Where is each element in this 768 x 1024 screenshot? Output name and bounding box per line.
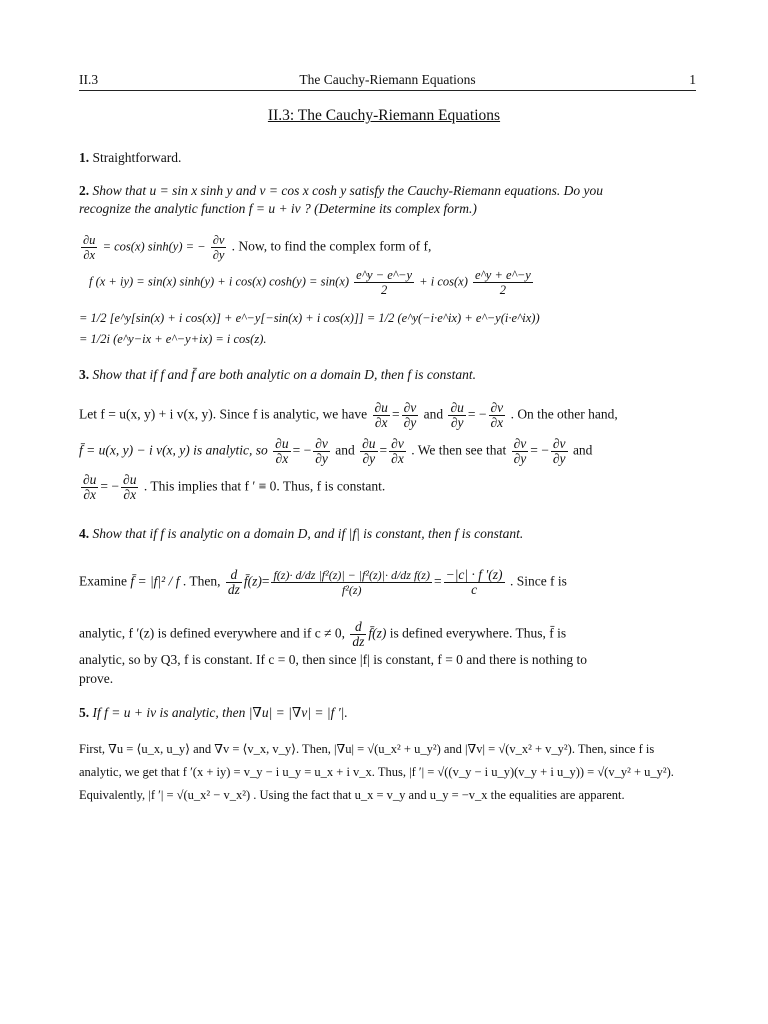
problem-2-number: 2. xyxy=(79,183,90,198)
problem-3-line1 xyxy=(79,401,618,430)
problem-1-answer: Straightforward. xyxy=(92,150,182,165)
problem-4-number: 4. xyxy=(79,526,90,541)
problem-3-number: 3. xyxy=(79,367,90,382)
frac-num: ∂u xyxy=(362,436,376,451)
problem-4-line1 xyxy=(79,568,567,597)
frac-den: ∂y xyxy=(315,451,328,466)
prose: Examine xyxy=(79,573,127,589)
prose: . This implies that f ′ ≡ 0. Thus, f is constant. xyxy=(143,478,386,494)
problem-2-equation-4: = 1/2i (e^y−ix + e^−y+ix) = i cos(z). xyxy=(79,332,267,346)
problem-5-line3: Equivalently, |f ′| = √(u_x² − v_x²) . Using the fact that u_x = v_y and u_y = −v_x the equalities are apparent. xyxy=(79,788,625,802)
problem-2-equation-2 xyxy=(89,268,535,297)
frac-num: ∂v xyxy=(212,233,225,247)
frac-den: ∂x xyxy=(123,487,137,502)
problem-3-line3 xyxy=(79,473,385,502)
prose: and xyxy=(423,406,444,422)
frac-den: ∂x xyxy=(391,451,404,466)
header-title: The Cauchy-Riemann Equations xyxy=(299,72,476,87)
prose: . Since f is xyxy=(509,573,567,589)
eq-sign: = − xyxy=(100,478,120,494)
problem-5-line2: analytic, we get that f ′(x + iy) = v_y − i u_y = u_x + i v_x. Thus, |f ′| = √((v_y − i u_y)(v_y + i u_y)) = √(v_y² + u_y²). xyxy=(79,765,674,779)
frac-num: e^y − e^−y xyxy=(356,268,413,282)
header-section: II.3 xyxy=(79,72,99,87)
prose: f̄ = u(x, y) − i v(x, y) is analytic, so xyxy=(79,442,268,458)
eq-text: = cos(x) sinh(y) = − xyxy=(102,239,206,254)
frac-den: 2 xyxy=(499,283,507,297)
frac-den: ∂y xyxy=(552,451,566,466)
frac-den: ∂x xyxy=(490,415,504,430)
frac-den: ∂x xyxy=(83,248,96,262)
problem-4-text: Show that if f is analytic on a domain D, and if |f| is constant, then f is constant. xyxy=(92,526,524,541)
prose: . Then, xyxy=(182,573,221,589)
eq-text: f̄(z) xyxy=(368,625,387,641)
frac-den: dz xyxy=(352,634,365,649)
prose: . On the other hand, xyxy=(510,406,618,422)
prose: and xyxy=(572,442,593,458)
frac-den: ∂x xyxy=(275,451,289,466)
frac-num: ∂u xyxy=(450,400,464,415)
frac-num: d xyxy=(226,568,242,583)
running-header xyxy=(79,72,696,91)
frac-den: dz xyxy=(227,582,240,597)
problem-4-line3: analytic, so by Q3, f is constant. If c = 0, then since |f| is constant, f = 0 and there is nothing to xyxy=(79,652,588,667)
problem-5-text: If f = u + iv is analytic, then |∇u| = |∇v| = |f ′|. xyxy=(92,705,348,720)
problem-4-line4: prove. xyxy=(79,671,114,686)
problem-1-number: 1. xyxy=(79,150,90,165)
prose: and xyxy=(335,442,355,458)
problem-4-line2 xyxy=(79,620,566,649)
frac-num: d xyxy=(350,620,366,635)
eq-text: f̄(z) xyxy=(243,573,262,589)
problem-5-line1: First, ∇u = ⟨u_x, u_y⟩ and ∇v = ⟨v_x, v_y⟩. Then, |∇u| = √(u_x² + u_y²) and |∇v| = √(v_x² + v_y²). Then, since f is xyxy=(79,742,655,756)
problem-2-statement-line2: recognize the analytic function f = u + iv ? (Determine its complex form.) xyxy=(79,201,477,216)
frac-num: ∂u xyxy=(123,472,137,487)
frac-num: ∂v xyxy=(403,400,417,415)
page-title: II.3: The Cauchy-Riemann Equations xyxy=(267,107,501,124)
problem-5-number: 5. xyxy=(79,705,90,720)
frac-den: ∂y xyxy=(513,451,527,466)
problem-2-statement-line1 xyxy=(79,183,603,199)
eq-prose: . Now, to find the complex form of f, xyxy=(231,238,432,254)
frac-den: ∂y xyxy=(212,248,225,262)
eq-sign: = xyxy=(261,573,270,589)
frac-num: f(z)· d/dz |f²(z)| − |f²(z)|· d/dz f(z) xyxy=(273,568,430,582)
frac-den: ∂x xyxy=(83,487,97,502)
frac-den: f²(z) xyxy=(341,583,362,597)
problem-3-line2 xyxy=(79,437,592,466)
frac-num: −|c| · f ′(z) xyxy=(445,567,503,582)
frac-num: ∂v xyxy=(315,436,328,451)
prose: is defined everywhere. Thus, f̄ is xyxy=(389,625,567,641)
problem-2-equation-3: = 1/2 [e^y[sin(x) + i cos(x)] + e^−y[−sin(x) + i cos(x)]] = 1/2 (e^y(−i·e^ix) + e^−y(i·e^ix)) xyxy=(79,311,540,325)
frac-num: ∂u xyxy=(83,233,96,247)
frac-num: ∂u xyxy=(275,436,289,451)
frac-den: 2 xyxy=(380,283,388,297)
frac-num: ∂u xyxy=(83,472,97,487)
frac-num: ∂v xyxy=(490,400,504,415)
eq-sign: = xyxy=(391,406,400,422)
frac-num: ∂v xyxy=(552,436,566,451)
frac-den: c xyxy=(471,582,478,597)
prose: . We then see that xyxy=(411,442,507,458)
prose: Let f = u(x, y) + i v(x, y). Since f is analytic, we have xyxy=(79,406,368,422)
eq-sign: = xyxy=(433,573,442,589)
frac-num: ∂v xyxy=(391,436,404,451)
eq-text: f (x + iy) = sin(x) sinh(y) + i cos(x) cosh(y) = sin(x) xyxy=(89,274,350,289)
frac-num: ∂v xyxy=(513,436,527,451)
eq-sign: = − xyxy=(530,442,549,458)
problem-3-statement xyxy=(79,367,476,383)
frac-num: ∂u xyxy=(374,400,388,415)
eq-sign: = xyxy=(379,442,388,458)
problem-2-equation-1 xyxy=(79,233,431,262)
problem-2-text: Show that u = sin x sinh y and v = cos x cosh y satisfy the Cauchy-Riemann equations. Do you xyxy=(92,183,604,198)
problem-1 xyxy=(79,150,181,166)
problem-4-statement xyxy=(79,526,523,542)
eq-sign: = − xyxy=(292,442,312,458)
frac-den: ∂y xyxy=(362,451,376,466)
problem-5-statement xyxy=(79,705,348,721)
eq-text: f̄ = |f|² / f xyxy=(130,573,180,589)
frac-num: e^y + e^−y xyxy=(474,268,531,282)
problem-3-text: Show that if f and f̄ are both analytic on a domain D, then f is constant. xyxy=(92,367,476,382)
eq-text: + i cos(x) xyxy=(419,274,468,289)
frac-den: ∂x xyxy=(374,415,388,430)
frac-den: ∂y xyxy=(403,415,417,430)
prose: analytic, f ′(z) is defined everywhere and if c ≠ 0, xyxy=(79,625,345,641)
header-page-number: 1 xyxy=(689,72,696,87)
eq-sign: = − xyxy=(467,406,487,422)
frac-den: ∂y xyxy=(450,415,464,430)
